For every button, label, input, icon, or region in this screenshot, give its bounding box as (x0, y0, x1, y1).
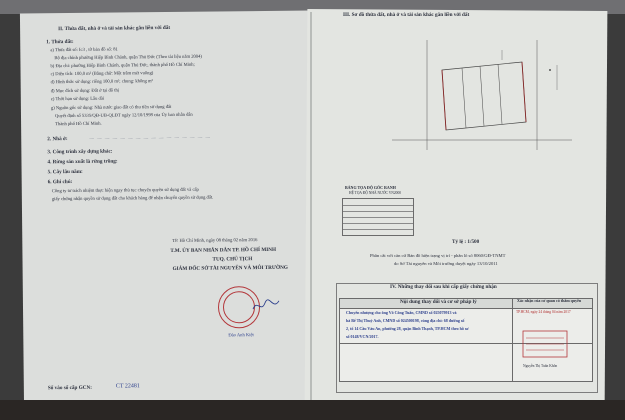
land-line: d) Hình thức sử dụng: riêng 100,0 m²; chung: không m² (50, 78, 153, 85)
sign-org-dept: GIÁM ĐỐC SỞ TÀI NGUYÊN VÀ MÔI TRƯỜNG (172, 264, 288, 272)
change-line: bà Bế Thị Thuỳ Anh, CMND số 024500198, cùng địa chỉ: 68 đường số (346, 318, 465, 323)
land-line: Quyết định số 5335/QĐ-UB-QLĐT ngày 12/10/1998 của Ủy ban nhân dân (54, 111, 193, 119)
confirm-date: TP.HCM, ngày 24 tháng 04 năm 2017 (516, 310, 571, 314)
note-line: Công ty tư trách nhiệm thực hiện ngay thủ tục chuyển quyền sử dụng đất và cấp (51, 186, 199, 194)
land-plot-heading: 1. Thửa đất: (46, 38, 74, 46)
change-line: Chuyển nhượng cho ông Võ Công Tuấn, CMND số 025079913 và (346, 310, 457, 315)
background-bottom (0, 400, 625, 420)
coord-table-title: BẢNG TỌA ĐỘ GÓC RANH (345, 185, 396, 190)
land-line: Bộ địa chính phường Hiệp Bình Chánh, quận Thủ Đức (Theo tài liệu năm 2004) (54, 53, 202, 61)
item-other-construction: 3. Công trình xây dựng khác: (47, 148, 113, 156)
item-forest: 4. Rừng sản xuất là rừng trồng: (47, 158, 118, 166)
change-line: 2, tổ 14 Cầu Vàu An, phường 28, quận Bình Thạnh, TP.HCM theo hồ sơ (346, 326, 469, 331)
basis-line: Phần cắt với căn cứ Bản đồ hiện trạng vị trí - phân lô số 8060/GĐ-TNMT (370, 253, 506, 258)
changes-col-content: Nội dung thay đổi và cơ sở pháp lý (400, 299, 477, 305)
land-line: Thành phố Hồ Chí Minh. (55, 120, 102, 127)
item-note: 6. Ghi chú: (47, 178, 73, 186)
land-line: a) Thửa đất số: Ic3 , tờ bản đồ số: 81 (50, 46, 118, 53)
land-plot-map (372, 30, 582, 180)
confirmation-stamp (522, 330, 568, 358)
item-house: 2. Nhà ở: (47, 136, 68, 143)
dash-line: — — — — — — — — — — — — — — — — (89, 134, 211, 141)
land-line: đ) Mục đích sử dụng: Đất ở tại đô thị (50, 87, 120, 94)
item-perennial: 5. Cây lâu năm: (47, 168, 83, 176)
land-line: g) Nguồn gốc sử dụng: Nhà nước giao đất có thu tiền sử dụng đất (50, 103, 172, 111)
basis-line: do Sở Tài nguyên và Môi trường duyệt ngày 13/10/2011 (394, 261, 498, 266)
confirm-signer: Nguyễn Thị Tuấn Khôn (523, 364, 558, 368)
changes-col-confirm: Xác nhận của cơ quan có thẩm quyền (517, 298, 582, 303)
sign-org: T.M. ỦY BAN NHÂN DÂN TP. HỒ CHÍ MINH (170, 246, 277, 254)
section4-title: IV. Những thay đổi sau khi cấp giấy chứng nhận (390, 284, 497, 290)
coordinate-table (342, 198, 414, 236)
coord-table-subtitle: HỆ TỌA ĐỘ NHÀ NƯỚC VN2000 (349, 191, 402, 195)
section2-title: II. Thửa đất, nhà ở và tài sản khác gắn liền với đất (58, 24, 171, 33)
section3-title: III. Sơ đồ thửa đất, nhà ở và tài sản khác gắn liền với đất (343, 12, 470, 18)
serial-value: CT 22481 (115, 383, 140, 390)
certificate-page-left (20, 10, 314, 411)
signature (251, 297, 281, 315)
land-line: c) Diện tích: 100,0 m² (Bằng chữ: Một trăm mét vuông) (50, 70, 154, 77)
change-line: số 0148/VCN/2017. (346, 334, 379, 339)
serial-label: Số vào sổ cấp GCN: (47, 384, 92, 392)
page-fold (310, 12, 312, 408)
land-line: e) Thời hạn sử dụng: Lâu dài (50, 95, 105, 102)
note-line: giấy chứng nhận quyền sử dụng đất cho khách hàng để nhận chuyển quyền sử dụng đất. (51, 194, 214, 202)
sign-place-date: TP. Hồ Chí Minh, ngày 08 tháng 02 năm 2016 (172, 237, 258, 243)
land-line: b) Địa chỉ: phường Hiệp Bình Chánh, quận Thủ Đức, thành phố Hồ Chí Minh; (50, 61, 195, 69)
map-scale: Tỷ lệ : 1/500 (452, 239, 480, 245)
sign-org-role: TUQ. CHỦ TỊCH (212, 256, 253, 263)
signer-name: Đào Anh Kiệt (228, 332, 254, 338)
